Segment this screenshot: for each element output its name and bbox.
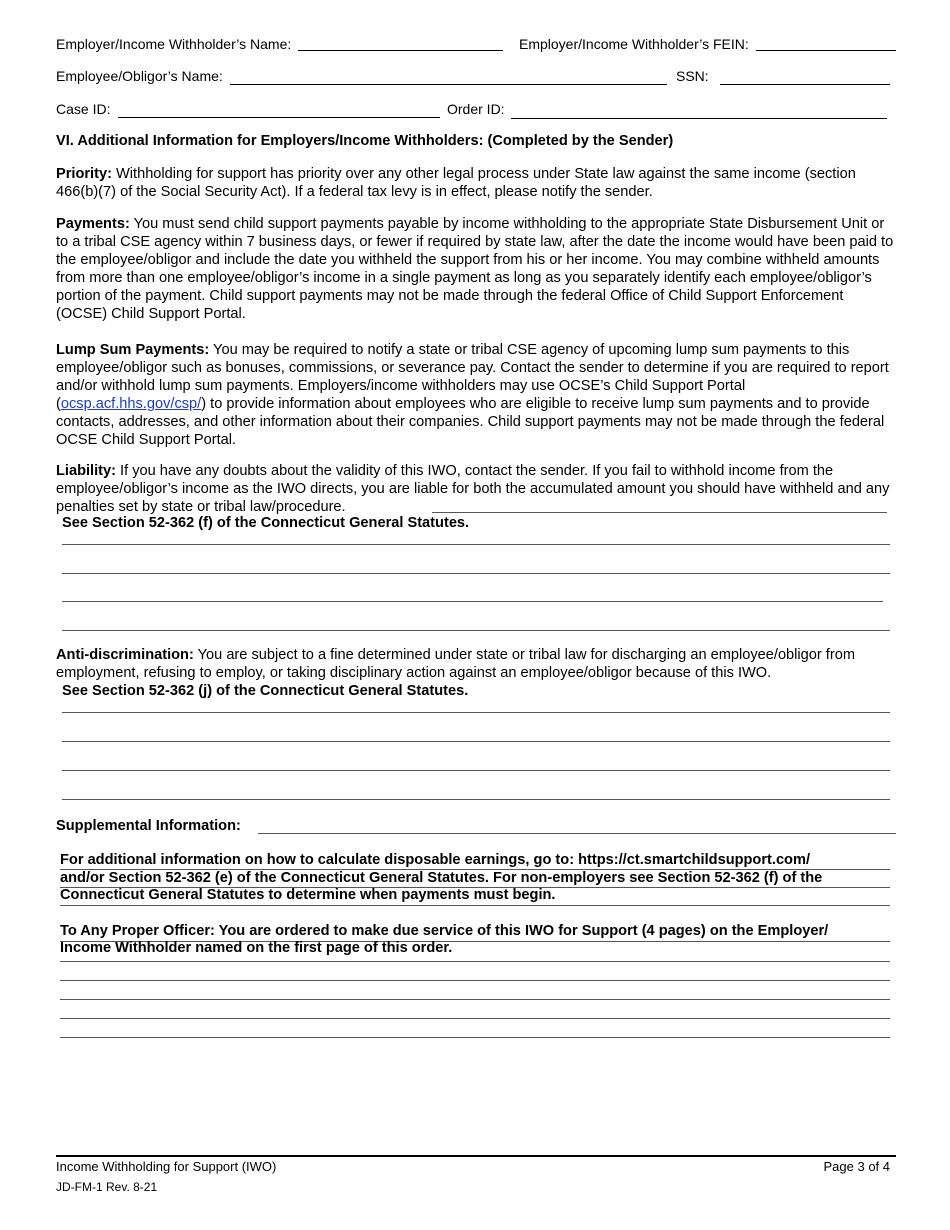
- employer-fein-label: Employer/Income Withholder’s FEIN:: [519, 36, 749, 52]
- ssn-label: SSN:: [676, 68, 709, 84]
- officer-line-3[interactable]: [60, 999, 890, 1000]
- anti-discrimination-statute: See Section 52-362 (j) of the Connecticut General Statutes.: [62, 683, 469, 699]
- employer-fein-field[interactable]: [756, 50, 896, 51]
- anti-discrimination-label: Anti-discrimination:: [56, 647, 194, 663]
- order-id-label: Order ID:: [447, 101, 505, 117]
- employer-name-label: Employer/Income Withholder’s Name:: [56, 36, 292, 52]
- liability-line-2[interactable]: [62, 573, 890, 574]
- officer-line-1[interactable]: [60, 961, 890, 962]
- supplemental-label: Supplemental Information:: [56, 818, 241, 834]
- disposable-earnings-line-1: For additional information on how to calculate disposable earnings, go to: https://ct.smartchildsupport.com/: [60, 852, 811, 868]
- lump-sum-label: Lump Sum Payments:: [56, 342, 210, 358]
- disposable-earnings-line-3: Connecticut General Statutes to determine when payments must begin.: [60, 887, 556, 903]
- anti-discrimination-line-3[interactable]: [62, 770, 890, 771]
- payments-text: You must send child support payments payable by income withholding to the appropriate State Disbursement Unit or to a tribal CSE agency within 7 business days, or fewer if required by state law, after the date the income would have been paid to the employee/obligor and include the date you withheld the support from his or her income. You may combine withheld amounts from more than one employee/obligor’s income in a single payment as long as you separately identify each employee/obligor’s portion of the payment. Child support payments may not be made through the federal Office of Child Support Enforcement (OCSE) Child Support Portal.: [56, 216, 894, 322]
- section-title: VI. Additional Information for Employers/Income Withholders: (Completed by the Sender): [56, 133, 674, 149]
- liability-line-4[interactable]: [62, 630, 890, 631]
- payments-paragraph: [56, 215, 896, 323]
- disposable-earnings-line-2: and/or Section 52-362 (e) of the Connecticut General Statutes. For non-employers see Section 52-362 (f) of the: [60, 870, 823, 886]
- footer-page-number: Page 3 of 4: [823, 1159, 890, 1174]
- case-id-field[interactable]: [118, 117, 440, 118]
- priority-paragraph: [56, 165, 896, 201]
- lump-sum-text-after: ) to provide information about employees who are eligible to receive lump sum payments and to provide contacts, addresses, and other information about their companies. Child support payments may not be made through the federal OCSE Child Support Portal.: [56, 396, 885, 448]
- priority-text: Withholding for support has priority over any other legal process under State law against the same income (section 466(b)(7) of the Social Security Act). If a federal tax levy is in effect, please notify the sender.: [56, 166, 856, 200]
- officer-line-5[interactable]: [60, 1037, 890, 1038]
- case-id-label: Case ID:: [56, 101, 111, 117]
- anti-discrimination-text: You are subject to a fine determined under state or tribal law for discharging an employee/obligor from employment, refusing to employ, or taking disciplinary action against an employee/obligor because of this IWO.: [56, 647, 855, 681]
- supplemental-field[interactable]: [258, 833, 896, 834]
- order-id-field[interactable]: [511, 118, 887, 119]
- employer-name-field[interactable]: [298, 50, 503, 51]
- liability-text: If you have any doubts about the validity of this IWO, contact the sender. If you fail to withhold income from the employee/obligor’s income as the IWO directs, you are liable for both the accumulated amount you should have withheld and any penalties set by state or tribal law/procedure.: [56, 463, 890, 515]
- csp-portal-link[interactable]: ocsp.acf.hhs.gov/csp/: [60, 396, 202, 412]
- anti-discrimination-line-4[interactable]: [62, 799, 890, 800]
- lump-sum-paragraph: [56, 341, 896, 449]
- officer-line-2[interactable]: [60, 980, 890, 981]
- anti-discrimination-paragraph: [56, 646, 896, 682]
- employee-name-field[interactable]: [230, 84, 667, 85]
- liability-label: Liability:: [56, 463, 116, 479]
- footer-form-id: JD-FM-1 Rev. 8-21: [56, 1180, 158, 1194]
- anti-discrimination-line-1[interactable]: [62, 712, 890, 713]
- ssn-field[interactable]: [720, 84, 890, 85]
- liability-line-3[interactable]: [62, 601, 883, 602]
- liability-line-1[interactable]: [62, 544, 890, 545]
- officer-order-line-1: To Any Proper Officer: You are ordered to make due service of this IWO for Support (4 pages) on the Employer/: [60, 923, 829, 939]
- payments-label: Payments:: [56, 216, 130, 232]
- liability-paragraph: [56, 462, 896, 516]
- footer-rule: [56, 1155, 896, 1157]
- employee-name-label: Employee/Obligor’s Name:: [56, 68, 223, 84]
- disposable-rule-3: [60, 905, 890, 906]
- lump-sum-text-before: You may be required to notify a state or tribal CSE agency of upcoming lump sum payments to this employee/obligor such as bonuses, commissions, or severance pay. Contact the sender to determine if you are required to report and/or withhold lump sum payments. Employers/income withholders may use OCSE’s Child Support Portal (: [56, 342, 889, 412]
- priority-label: Priority:: [56, 166, 112, 182]
- officer-order-line-2: Income Withholder named on the first page of this order.: [60, 940, 453, 956]
- liability-statute: See Section 52-362 (f) of the Connecticut General Statutes.: [62, 515, 470, 531]
- liability-blank-line[interactable]: [432, 512, 887, 513]
- anti-discrimination-line-2[interactable]: [62, 741, 890, 742]
- officer-line-4[interactable]: [60, 1018, 890, 1019]
- footer-form-title: Income Withholding for Support (IWO): [56, 1159, 277, 1174]
